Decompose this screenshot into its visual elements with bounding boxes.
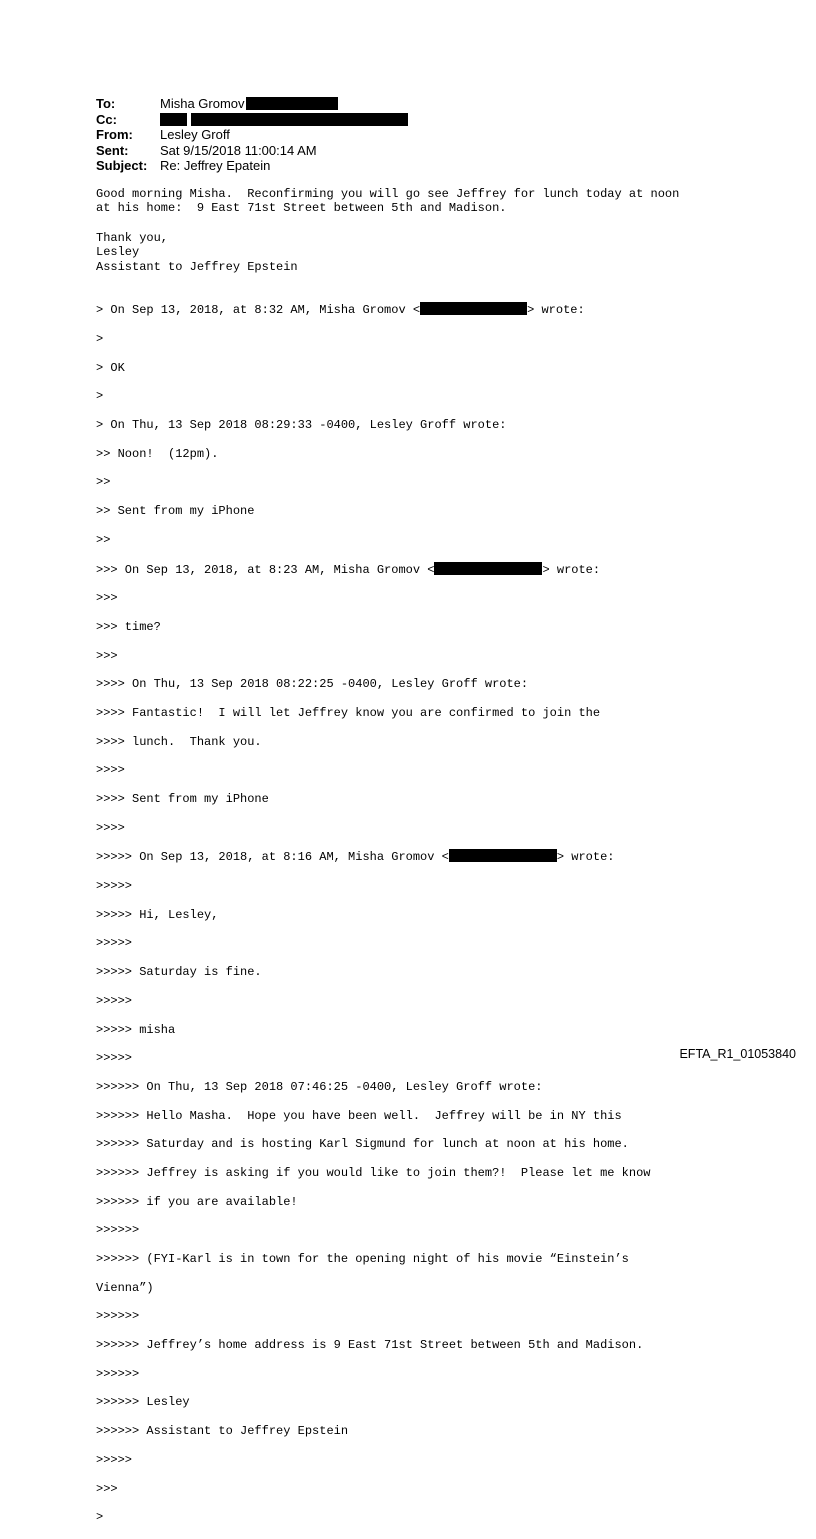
- redaction-box: [246, 97, 338, 110]
- thread-line: >>>>>>: [96, 1309, 140, 1324]
- redaction-box: [191, 113, 408, 126]
- body-line: Lesley: [96, 245, 140, 260]
- subject-value: Re: Jeffrey Epatein: [160, 158, 271, 173]
- thread-line: >>>>> Hi, Lesley,: [96, 907, 219, 922]
- body-line: Assistant to Jeffrey Epstein: [96, 259, 298, 274]
- redaction-box: [160, 113, 187, 126]
- from-label: From:: [96, 127, 133, 142]
- thread-line: >: [96, 389, 104, 404]
- email-header: [96, 96, 408, 174]
- thread-line: > OK: [96, 360, 125, 375]
- thread-line: >>>>>> On Thu, 13 Sep 2018 07:46:25 -0400, Lesley Groff wrote:: [96, 1079, 543, 1094]
- thread-line: >>>> On Thu, 13 Sep 2018 08:22:25 -0400, Lesley Groff wrote:: [96, 677, 529, 692]
- to-value: Misha Gromov: [160, 96, 245, 111]
- quote-header-line: >>>>> On Sep 13, 2018, at 8:16 AM, Misha Gromov < > wrote:: [96, 850, 615, 865]
- thread-line: >>>>: [96, 820, 125, 835]
- subject-label: Subject:: [96, 158, 148, 173]
- quote-header-line: > On Sep 13, 2018, at 8:32 AM, Misha Gromov < > wrote:: [96, 303, 585, 318]
- thread-line: >> Sent from my iPhone: [96, 504, 255, 519]
- thread-line: >>>: [96, 648, 118, 663]
- thread-line: >>>>> Saturday is fine.: [96, 965, 262, 980]
- thread-line: >>>>>>: [96, 1223, 140, 1238]
- message-paragraph: [96, 187, 679, 216]
- body-line: Thank you,: [96, 231, 169, 245]
- from-row: [96, 127, 408, 143]
- redaction-box: [420, 302, 527, 315]
- subject-row: [96, 158, 408, 174]
- thread-line: >>>>>> Hello Masha. Hope you have been well. Jeffrey will be in NY this: [96, 1108, 622, 1123]
- document-id: EFTA_R1_01053840: [679, 1047, 796, 1061]
- thread-line: >>>>>: [96, 993, 133, 1008]
- thread-line: >>>>>: [96, 1051, 133, 1066]
- thread-line: >: [96, 332, 104, 347]
- thread-line: >>>>>> Jeffrey is asking if you would like to join them?! Please let me know: [96, 1165, 651, 1180]
- cc-label: Cc:: [96, 111, 117, 127]
- thread-line: >> Noon! (12pm).: [96, 446, 219, 461]
- to-label: To:: [96, 96, 116, 111]
- thread-line: >>>> Fantastic! I will let Jeffrey know you are confirmed to join the: [96, 705, 601, 720]
- thread-line: >>>>>> if you are available!: [96, 1194, 298, 1209]
- thread-line: >>>: [96, 591, 118, 606]
- thread-line: >: [96, 1510, 104, 1525]
- to-row: [96, 96, 408, 112]
- sent-value: Sat 9/15/2018 11:00:14 AM: [160, 142, 317, 158]
- redaction-box: [434, 562, 542, 575]
- thread-line: >>>>>: [96, 936, 133, 951]
- thread-line: >>> time?: [96, 619, 161, 634]
- thread-line: >>>>>> (FYI-Karl is in town for the opening night of his movie “Einstein’s: [96, 1252, 629, 1267]
- thread-line: >>>>>: [96, 1452, 133, 1467]
- cc-row: [96, 112, 408, 128]
- quote-header-line: >>> On Sep 13, 2018, at 8:23 AM, Misha Gromov < > wrote:: [96, 562, 601, 577]
- thread-line: >>>> Sent from my iPhone: [96, 792, 269, 807]
- body-line: at his home: 9 East 71st Street between 5th and Madison.: [96, 201, 507, 216]
- thread-line: >>>>>> Assistant to Jeffrey Epstein: [96, 1424, 349, 1439]
- thread-line: >>>>>>: [96, 1366, 140, 1381]
- thread-line: >>: [96, 532, 111, 547]
- quoted-thread: [96, 288, 651, 1539]
- from-value: Lesley Groff: [160, 127, 230, 142]
- thread-line: >>>>> misha: [96, 1022, 176, 1037]
- thread-line: >>: [96, 475, 111, 490]
- thread-line: >>>>>: [96, 879, 133, 894]
- thread-line: >>>>>> Lesley: [96, 1395, 190, 1410]
- sent-label: Sent:: [96, 142, 129, 158]
- redaction-box: [449, 849, 557, 862]
- thread-line: >>>: [96, 1481, 118, 1496]
- body-line: Good morning Misha. Reconfirming you will go see Jeffrey for lunch today at noon: [96, 187, 680, 201]
- thread-line: >>>> lunch. Thank you.: [96, 734, 262, 749]
- signature: [96, 231, 298, 274]
- thread-line: > On Thu, 13 Sep 2018 08:29:33 -0400, Lesley Groff wrote:: [96, 418, 507, 433]
- sent-row: [96, 143, 408, 159]
- thread-line: >>>>>> Saturday and is hosting Karl Sigmund for lunch at noon at his home.: [96, 1137, 629, 1152]
- thread-line: Vienna”): [96, 1280, 154, 1295]
- thread-line: >>>>: [96, 763, 125, 778]
- thread-line: >>>>>> Jeffrey’s home address is 9 East 71st Street between 5th and Madison.: [96, 1338, 644, 1353]
